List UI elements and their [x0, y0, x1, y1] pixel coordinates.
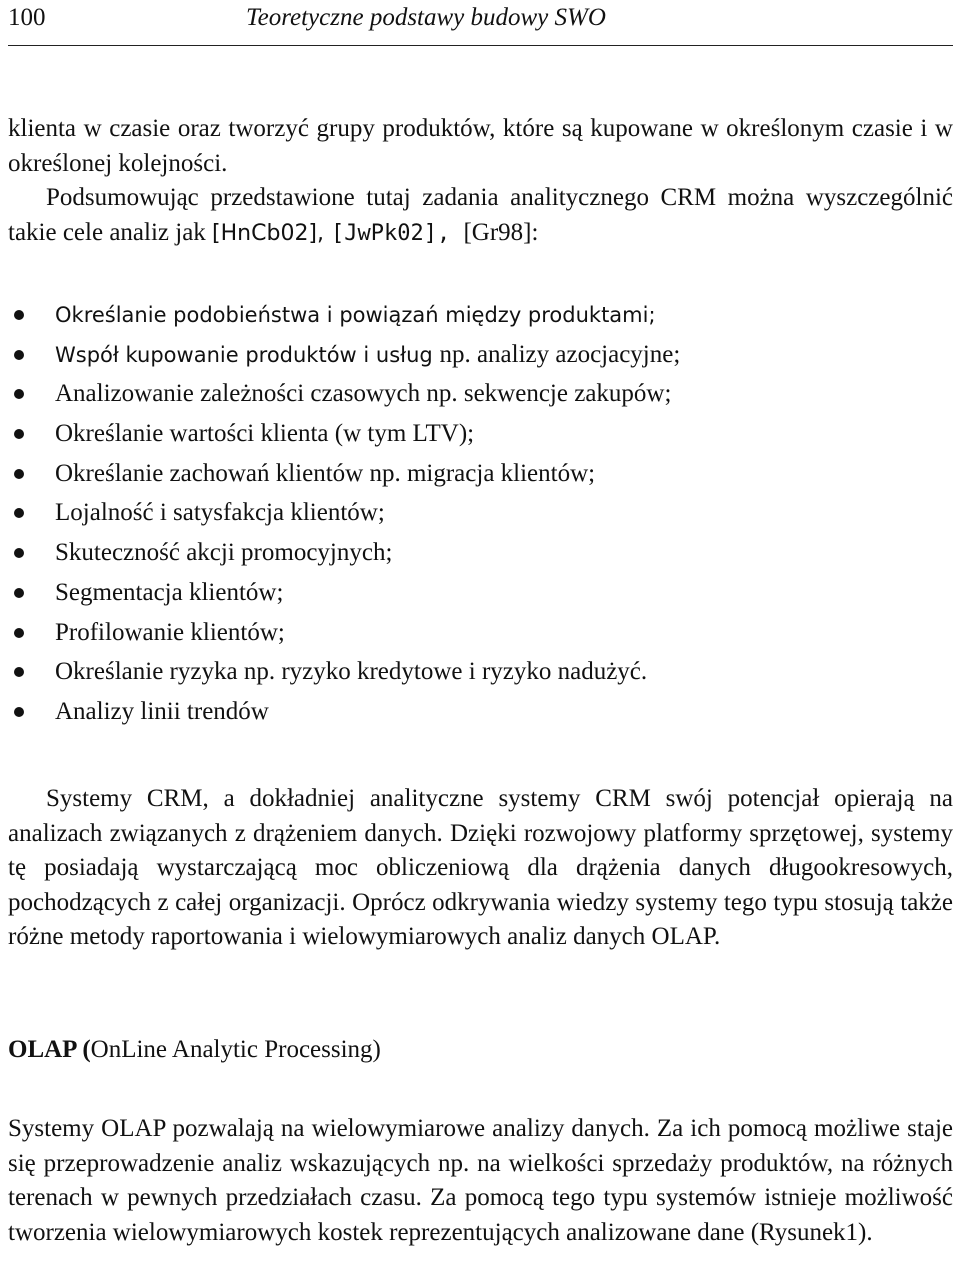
list-item: Określanie zachowań klientów np. migracja klientów; — [8, 456, 953, 496]
intro-line1: klienta w czasie oraz tworzyć grupy produktów, które są kupowane w określonym czasie i w określonej kolejności. — [8, 115, 953, 177]
bullet-icon — [14, 628, 24, 638]
intro-line2: Podsumowując przedstawione tutaj zadania analitycznego CRM można wyszczególnić takie cele analiz jak — [8, 184, 953, 246]
olap-heading — [8, 1033, 381, 1067]
list-item: Lojalność i satysfakcja klientów; — [8, 495, 953, 535]
goals-list — [8, 297, 953, 734]
olap-paragraph: Systemy OLAP pozwalają na wielowymiarowe analizy danych. Za ich pomocą możliwe staje się przeprowadzenie analiz wskazujących np. na wielkości sprzedaży produktów, na różnych terenach w pewnych przedziałach czasu. Za pomocą tego typu systemów istnieje możliwość tworzenia wielowymiarowych kostek reprezentujących analizowane dane (Rysunek1). — [8, 1115, 953, 1246]
page-number: 100 — [8, 4, 46, 31]
list-item: Określanie podobieństwa i powiązań między produktami; — [8, 297, 953, 337]
list-item: Współ kupowanie produktów i usług np. analizy azocjacyjne; — [8, 337, 953, 377]
citation-jwpk02: [JwPk02], — [331, 220, 464, 246]
bullet-icon — [14, 350, 24, 360]
bullet-icon — [14, 389, 24, 399]
page-header — [8, 0, 953, 46]
citation-hncb02: [HnCb02], — [212, 220, 332, 246]
bullet-icon — [14, 310, 24, 320]
list-item: Analizy linii trendów — [8, 694, 953, 734]
olap-heading-rest: OnLine Analytic Processing) — [90, 1036, 381, 1063]
bullet-icon — [14, 548, 24, 558]
bullet-icon — [14, 469, 24, 479]
bullet-icon — [14, 588, 24, 598]
running-title: Teoretyczne podstawy budowy SWO — [246, 4, 606, 31]
intro-paragraph — [8, 112, 953, 251]
citation-gr98: [Gr98]: — [463, 218, 539, 246]
list-item: Skuteczność akcji promocyjnych; — [8, 535, 953, 575]
bullet-icon — [14, 508, 24, 518]
olap-heading-bold: OLAP ( — [8, 1036, 91, 1063]
bullet-icon — [14, 707, 24, 717]
list-item: Segmentacja klientów; — [8, 575, 953, 615]
crm-paragraph: Systemy CRM, a dokładniej analityczne systemy CRM swój potencjał opierają na analizach związanych z drążeniem danych. Dzięki rozwojowy platformy sprzętowej, systemy tę posiadają wystarczającą moc obliczeniową dla drążenia danych długookresowych, pochodzących z całej organizacji. Oprócz odkrywania wiedzy systemy tego typu stosują także różne metody raportowania i wielowymiarowych analiz danych OLAP. — [8, 785, 953, 950]
list-item: Określanie wartości klienta (w tym LTV); — [8, 416, 953, 456]
list-item: Profilowanie klientów; — [8, 615, 953, 655]
list-item: Określanie ryzyka np. ryzyko kredytowe i ryzyko nadużyć. — [8, 654, 953, 694]
list-item: Analizowanie zależności czasowych np. sekwencje zakupów; — [8, 376, 953, 416]
bullet-icon — [14, 667, 24, 677]
bullet-icon — [14, 429, 24, 439]
